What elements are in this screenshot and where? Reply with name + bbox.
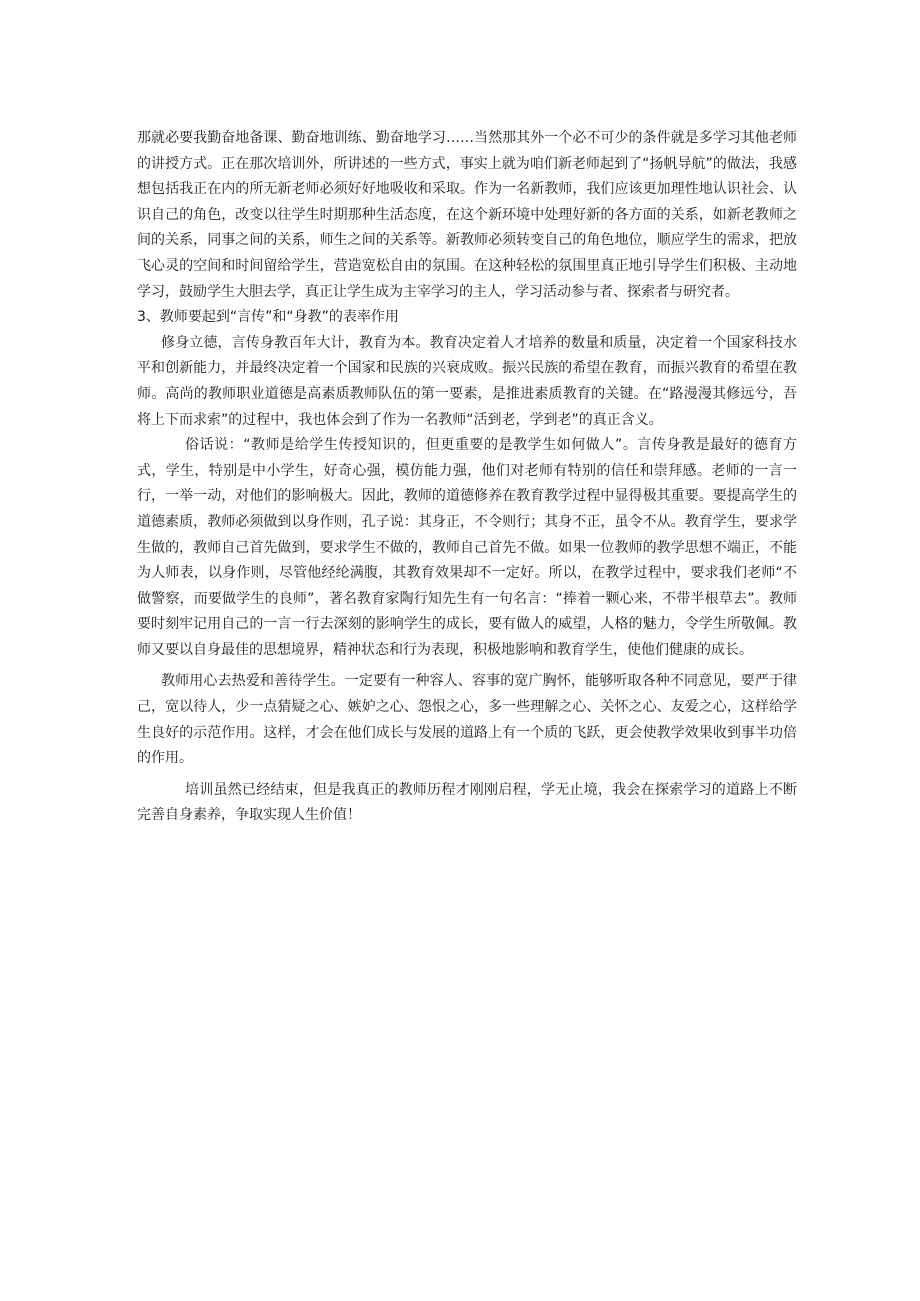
paragraph-training-methods: 那就必要我勤奋地备课、勤奋地训练、勤奋地学习……当然那其外一个必不可少的条件就是多学习其他老师的讲授方式。正在那次培训外，所讲述的一些方式，事实上就为咱们新老师起到了“扬帆导航”的做法，我感想包括我正在内的所无新老师必须好好地吸收和采取。作为一名新教师，我们应该更加理性地认识社会、认识自己的角色，改变以往学生时期那种生活态度，在这个新环境中处理好新的各方面的关系，如新老教师之间的关系，同事之间的关系，师生之间的关系等。新教师必须转变自己的角色地位，顺应学生的需求，把放飞心灵的空间和时间留给学生，营造宽松自由的氛围。在这种轻松的氛围里真正地引导学生们积极、主动地学习，鼓励学生大胆去学，真正让学生成为主宰学习的主人，学习活动参与者、探索者与研究者。 xyxy=(137,130,797,300)
paragraph-care-for-students: 教师用心去热爱和善待学生。一定要有一种容人、容事的宽广胸怀，能够听取各种不同意见，要严于律己，宽以待人，少一点猜疑之心、嫉妒之心、怨恨之心，多一些理解之心、关怀之心、友爱之心，这样给学生良好的示范作用。这样，才会在他们成长与发展的道路上有一个质的飞跃，更会使教学效果收到事半功倍的作用。 xyxy=(137,673,797,767)
paragraph-conclusion: 培训虽然已经结束，但是我真正的教师历程才刚刚启程，学无止境，我会在探索学习的道路上不断完善自身素养，争取实现人生价值！ xyxy=(137,781,797,824)
paragraph-lead-by-example: 俗话说：“教师是给学生传授知识的，但更重要的是教学生如何做人”。言传身教是最好的德育方式，学生，特别是中小学生，好奇心强，模仿能力强，他们对老师有特别的信任和崇拜感。老师的一言一行，一举一动，对他们的影响极大。因此，教师的道德修养在教育教学过程中显得极其重要。要提高学生的道德素质，教师必须做到以身作则，孔子说：其身正，不令则行；其身不正，虽令不从。教育学生，要求学生做的，教师自己首先做到，要求学生不做的，教师自己首先不做。如果一位教师的教学思想不端正，不能为人师表，以身作则，尽管他经纶满腹，其教育效果却不一定好。所以，在教学过程中，要求我们老师“不做警察，而要做学生的良师”，著名教育家陶行知先生有一句名言：“捧着一颗心来，不带半根草去”。教师要时刻牢记用自己的一言一行去深刻的影响学生的成长，要有做人的威望，人格的魅力，令学生所敬佩。教师又要以自身最佳的思想境界，精神状态和行为表现，积极地影响和教育学生，使他们健康的成长。 xyxy=(137,437,797,658)
section-heading-3: 3、教师要起到“言传”和“身教”的表率作用 xyxy=(137,309,399,326)
document-body xyxy=(137,126,797,829)
paragraph-moral-cultivation: 修身立德，言传身教百年大计，教育为本。教育决定着人才培养的数量和质量，决定着一个国家科技水平和创新能力，并最终决定着一个国家和民族的兴衰成败。振兴民族的希望在教育，而振兴教育的希望在教师。高尚的教师职业道德是高素质教师队伍的第一要素，是推进素质教育的关键。在“路漫漫其修远兮，吾将上下而求索”的过程中，我也体会到了作为一名教师“活到老，学到老”的真正含义。 xyxy=(137,334,797,428)
